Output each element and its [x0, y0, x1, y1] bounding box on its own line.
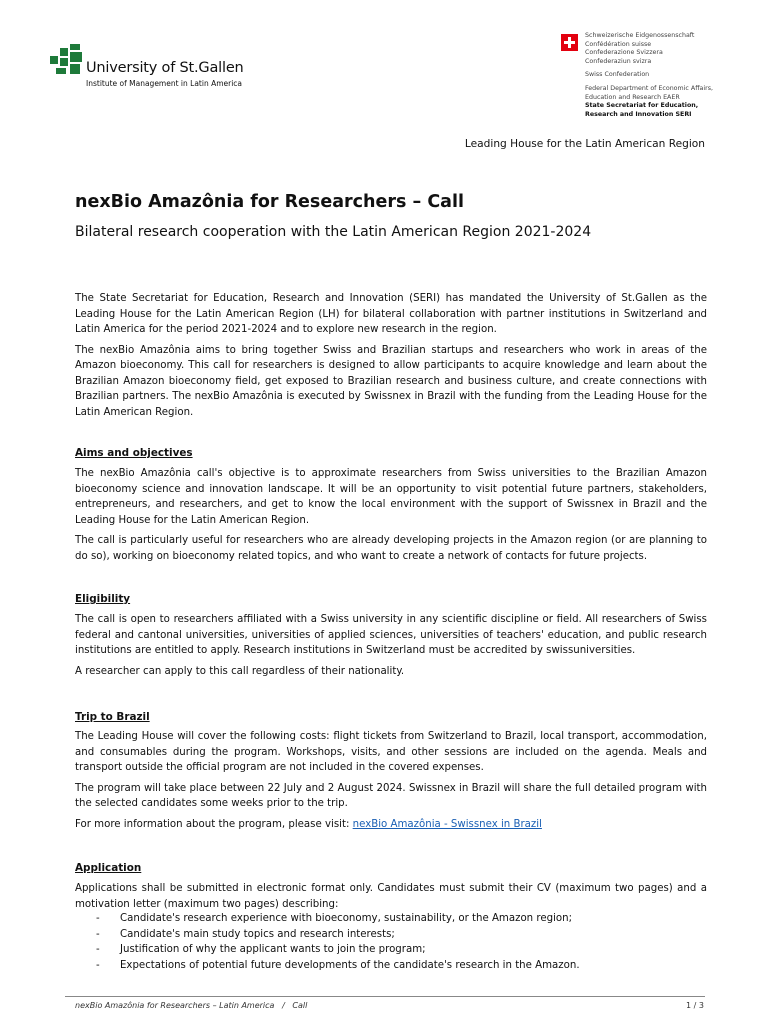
bullet-marker: - — [96, 913, 100, 924]
eligibility-paragraph: A researcher can apply to this call regardless of their nationality. — [75, 665, 405, 677]
aims-paragraph: The call is particularly useful for researchers who are already developing projects in the Amazon region (or are planning to do so), working on bioeconomy related topics, and who want to create a network of contacts for future projects. — [75, 535, 707, 562]
aims-section — [75, 466, 707, 569]
more-info-text: For more information about the program, please visit: — [75, 818, 353, 830]
trip-section — [75, 729, 707, 837]
eligibility-section — [75, 612, 707, 684]
eligibility-paragraph: The call is open to researchers affiliated with a Swiss university in any scientific discipline or field. All researchers of Swiss federal and cantonal universities, universities of applied sciences, universities of teachers' education, and public research institutions are entitled to apply. Research institutions in Switzerland must be accredited by swissuniversities. — [75, 614, 707, 656]
swiss-confederation-text: Schweizerische Eidgenossenschaft Confédération suisse Confederazione Svizzera Confederaziun svizra Swiss Confederation Federal Department of Economic Affairs, Education and Research EAER State Secretariat for Education, Research and Innovation SERI — [585, 32, 714, 118]
list-item: - Justification of why the applicant wants to join the program; — [96, 942, 696, 958]
page-number: 1 / 3 — [686, 1001, 704, 1010]
application-heading: Application — [75, 862, 142, 874]
list-item: - Expectations of potential future developments of the candidate's research in the Amazon. — [96, 958, 696, 974]
bullet-marker: - — [96, 928, 100, 940]
aims-heading: Aims and objectives — [75, 447, 193, 459]
page-title: nexBio Amazônia for Researchers – Call — [75, 192, 464, 212]
page-subtitle: Bilateral research cooperation with the Latin American Region 2021-2024 — [75, 224, 592, 240]
application-bullet-list — [96, 911, 696, 973]
list-item: - Candidate's main study topics and research interests; — [96, 927, 696, 943]
application-paragraph: Applications shall be submitted in electronic format only. Candidates must submit their CV (maximum two pages) and a motivation letter (maximum two pages) describing: — [75, 883, 707, 910]
trip-paragraph: The program will take place between 22 July and 2 August 2024. Swissnex in Brazil will share the full detailed program with the selected candidates some weeks prior to the trip. — [75, 782, 707, 809]
more-info-line — [75, 817, 707, 833]
footer-title: nexBio Amazônia for Researchers – Latin America / Call — [75, 1001, 308, 1010]
swiss-flag-icon — [561, 34, 578, 51]
leading-house-label: Leading House for the Latin American Region — [464, 138, 705, 150]
intro-paragraph: The nexBio Amazônia aims to bring together Swiss and Brazilian startups and researchers who work in areas of the Amazon bioeconomy. This call for researchers is designed to allow participants to acquire knowledge and learn about the Brazilian Amazon bioeconomy field, get exposed to Brazilian research and business culture, and create connections with Brazilian partners. The nexBio Amazônia is executed by Swissnex in Brazil with the funding from the Leading House for the Latin American Region. — [75, 344, 707, 418]
footer-divider — [65, 996, 705, 997]
bullet-marker: - — [96, 959, 100, 971]
university-name: University of St.Gallen — [86, 60, 244, 76]
aims-paragraph: The nexBio Amazônia call's objective is to approximate researchers from Swiss universities to the Brazilian Amazon bioeconomy science and innovation landscape. It will be an opportunity to visit potential future partners, stakeholders, entrepreneurs, and researchers, and get to know the local environment with the support of Swissnex in Brazil and the Leading House for the Latin American Region. — [75, 468, 707, 526]
intro-section — [75, 291, 707, 425]
university-logo-icon — [50, 44, 84, 76]
application-section — [75, 881, 707, 912]
eligibility-heading: Eligibility — [75, 593, 131, 605]
trip-heading: Trip to Brazil — [75, 711, 150, 723]
institute-name: Institute of Management in Latin America — [86, 79, 243, 88]
intro-paragraph: The State Secretariat for Education, Research and Innovation (SERI) has mandated the University of St.Gallen as the Leading House for the Latin American Region (LH) for bilateral collaboration with partner institutions in Switzerland and Latin America for the period 2021-2024 and to explore new research in the region. — [75, 293, 707, 335]
trip-paragraph: The Leading House will cover the following costs: flight tickets from Switzerland to Brazil, local transport, accommodation, and consumables during the program. Workshops, visits, and other sessions are included on the agenda. Meals and transport outside the official program are not included in the covered expenses. — [75, 731, 707, 773]
list-item: - Candidate's research experience with bioeconomy, sustainability, or the Amazon region; — [96, 911, 696, 927]
bullet-marker: - — [96, 944, 100, 955]
nexbio-swissnex-link[interactable]: nexBio Amazônia - Swissnex in Brazil — [352, 818, 542, 830]
